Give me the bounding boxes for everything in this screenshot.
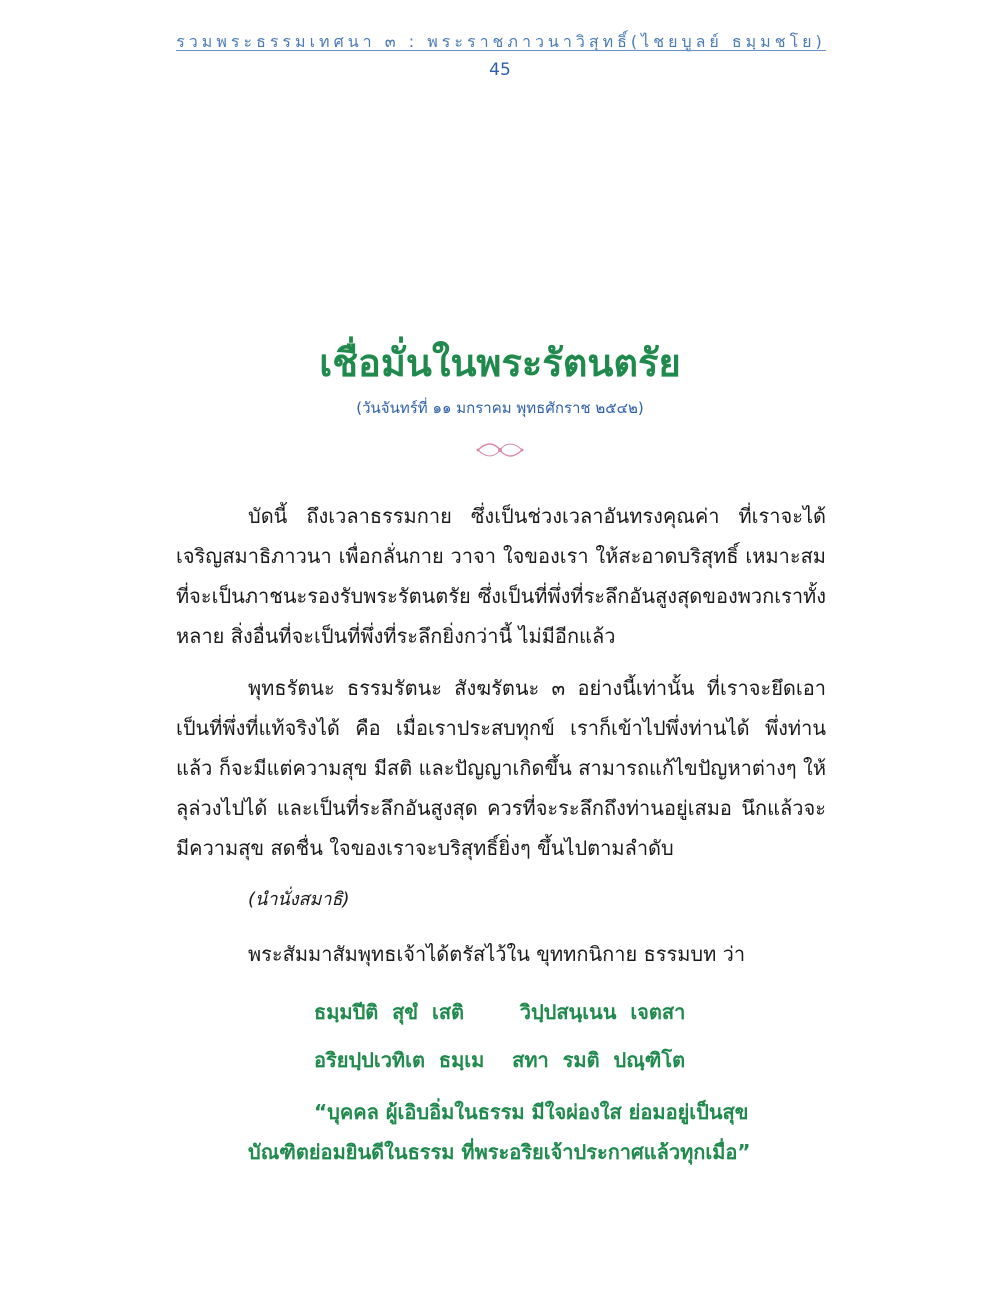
sermon-date: (วันจันทร์ที่ ๑๑ มกราคม พุทธศักราช ๒๕๔๒) [356,399,644,417]
meditation-note: (นำนั่งสมาธิ) [248,889,350,910]
page-number: 45 [489,60,511,80]
pali-verse-line-1: ธมฺมปีติ สุขํ เสติ วิปฺปสนฺเนน เจตสา [314,1000,686,1024]
pali-verse-line-2: อริยปฺปเวทิเต ธมฺเม สทา รมติ ปณฺฑิโต [314,1048,686,1072]
sermon-title: เชื่อมั่นในพระรัตนตรัย [319,340,681,385]
header-rule [176,50,826,51]
body-paragraph-1 [176,496,826,656]
verse-translation: “บุคคล ผู้เอิบอิ่มในธรรม มีใจผ่องใส ย่อมอยู่เป็นสุข บัณฑิตย่อมยินดีในธรรม ที่พระอริยเจ้าประกาศแล้วทุกเมื่อ” [248,1100,751,1164]
verse-intro: พระสัมมาสัมพุทธเจ้าได้ตรัสไว้ใน ขุททกนิกาย ธรรมบท ว่า [248,942,746,966]
paragraph-text: บัดนี้ ถึงเวลาธรรมกาย ซึ่งเป็นช่วงเวลาอันทรงคุณค่า ที่เราจะได้เจริญสมาธิภาวนา เพื่อกลั่นกาย วาจา ใจของเรา ให้สะอาดบริสุทธิ์ เหมาะสมที่จะเป็นภาชนะรองรับพระรัตนตรัย ซึ่งเป็นที่พึ่งที่ระลึกอันสูงสุดของพวกเราทั้งหลาย สิ่งอื่นที่จะเป็นที่พึ่งที่ระลึกยิ่งกว่านี้ ไม่มีอีกแล้ว [176,504,826,648]
paragraph-text: พุทธรัตนะ ธรรมรัตนะ สังฆรัตนะ ๓ อย่างนี้เท่านั้น ที่เราจะยึดเอาเป็นที่พึ่งที่แท้จริงได้ คือ เมื่อเราประสบทุกข์ เราก็เข้าไปพึ่งท่านได้ พึ่งท่านแล้ว ก็จะมีแต่ความสุข มีสติ และปัญญาเกิดขึ้น สามารถแก้ไขปัญหาต่างๆ ให้ลุล่วงไปได้ และเป็นที่ระลึกอันสูงสุด ควรที่จะระลึกถึงท่านอยู่เสมอ นึกแล้วจะมีความสุข สดชื่น ใจของเราจะบริสุทธิ์ยิ่งๆ ขึ้นไปตามลำดับ [176,676,826,860]
body-paragraph-2 [176,668,826,868]
running-header: รวมพระธรรมเทศนา ๓ : พระราชภาวนาวิสุทธิ์(ไชยบูลย์ ธมฺมชโย) [176,32,826,51]
flourish-ornament-icon [474,440,526,460]
